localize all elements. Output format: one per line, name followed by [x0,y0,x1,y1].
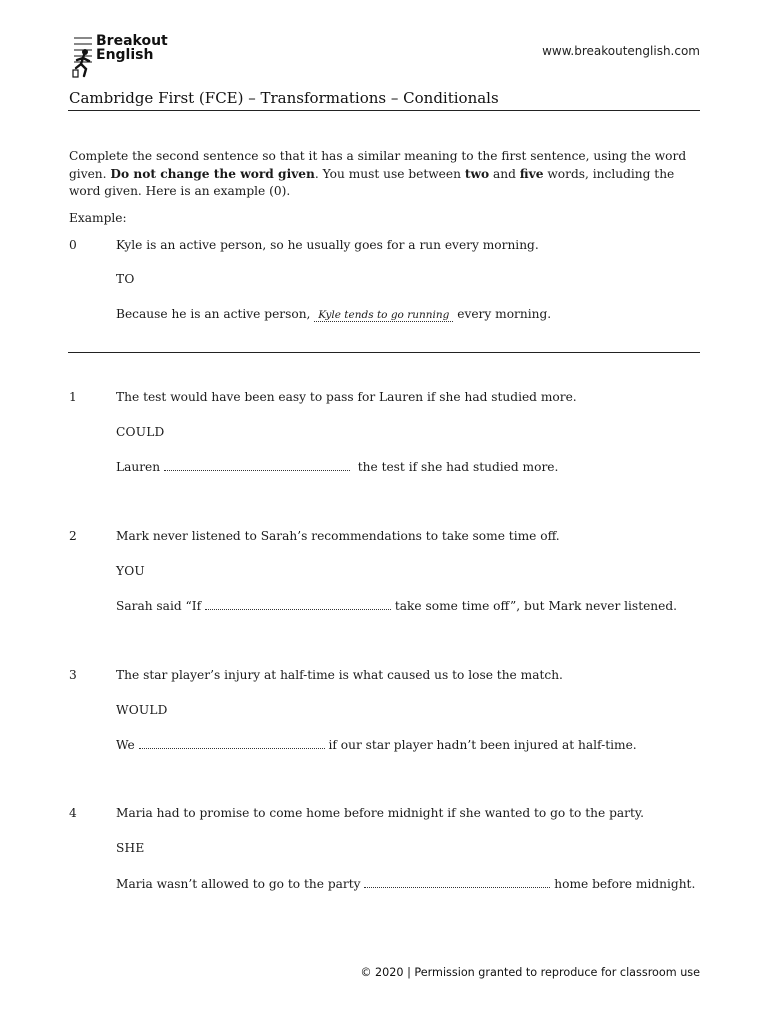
logo-line-2: English [96,47,154,63]
question-2-transformation [116,598,677,613]
question-2-answer-blank[interactable] [205,598,391,610]
instructions-bold-2: two [464,166,490,181]
question-4-transformation [116,876,695,891]
example-answer: Kyle tends to go running [314,309,453,322]
question-3-keyword: WOULD [116,703,168,717]
question-4-sentence: Maria had to promise to come home before midnight if she wanted to go to the party. [116,806,645,820]
example-sentence: Kyle is an active person, so he usually goes for a run every morning. [116,238,539,252]
question-2-keyword: YOU [116,564,145,578]
question-2-sentence: Mark never listened to Sarah’s recommendations to take some time off. [116,529,560,543]
question-4-prefix: Maria wasn’t allowed to go to the party [116,876,361,891]
logo-line-1: Breakout [96,33,168,49]
instructions-bold-3: five [519,166,544,181]
question-1-transformation [116,459,558,474]
question-1-answer-blank[interactable] [164,459,350,471]
breakout-english-logo [72,34,192,80]
instructions-text-2: . You must use between [314,166,465,181]
website-link[interactable]: www.breakoutenglish.com [542,44,700,58]
question-4-suffix: home before midnight. [554,876,696,891]
question-3-prefix: We [116,737,135,752]
example-transformation [116,307,551,321]
running-person-icon [72,36,94,78]
example-prefix: Because he is an active person, [116,307,311,321]
question-1-number: 1 [69,390,77,404]
title-divider [68,110,700,111]
example-number: 0 [69,238,77,252]
instructions-text-3: and [489,166,520,181]
question-4-number: 4 [69,806,77,820]
example-keyword: TO [116,272,135,286]
question-1-suffix: the test if she had studied more. [357,459,559,474]
question-2-prefix: Sarah said “If [116,598,202,613]
logo-wordmark [96,34,168,62]
instructions-text-1: Complete the second sentence so that it has a similar meaning to the first sentence, using the word given. [69,149,687,181]
example-label: Example: [69,211,127,225]
question-1-prefix: Lauren [116,459,161,474]
question-1-sentence: The test would have been easy to pass for Lauren if she had studied more. [116,390,577,404]
question-4-keyword: SHE [116,841,145,855]
example-divider [68,352,700,353]
example-suffix: every morning. [457,307,552,321]
question-1-keyword: COULD [116,425,165,439]
question-3-number: 3 [69,668,77,682]
instructions-text-4: words, including the word given. Here is an example (0). [69,166,675,198]
question-3-sentence: The star player’s injury at half-time is what caused us to lose the match. [116,668,563,682]
copyright-footer: © 2020 | Permission granted to reproduce for classroom use [360,966,700,979]
question-3-answer-blank[interactable] [139,737,325,749]
question-4-answer-blank[interactable] [364,876,550,888]
page-title: Cambridge First (FCE) – Transformations – Conditionals [69,89,499,107]
instructions [69,148,700,201]
question-3-suffix: if our star player hadn’t been injured at half-time. [328,737,637,752]
question-2-number: 2 [69,529,77,543]
instructions-bold-1: Do not change the word given [110,166,315,181]
question-2-suffix: take some time off”, but Mark never listened. [394,598,678,613]
question-3-transformation [116,737,637,752]
